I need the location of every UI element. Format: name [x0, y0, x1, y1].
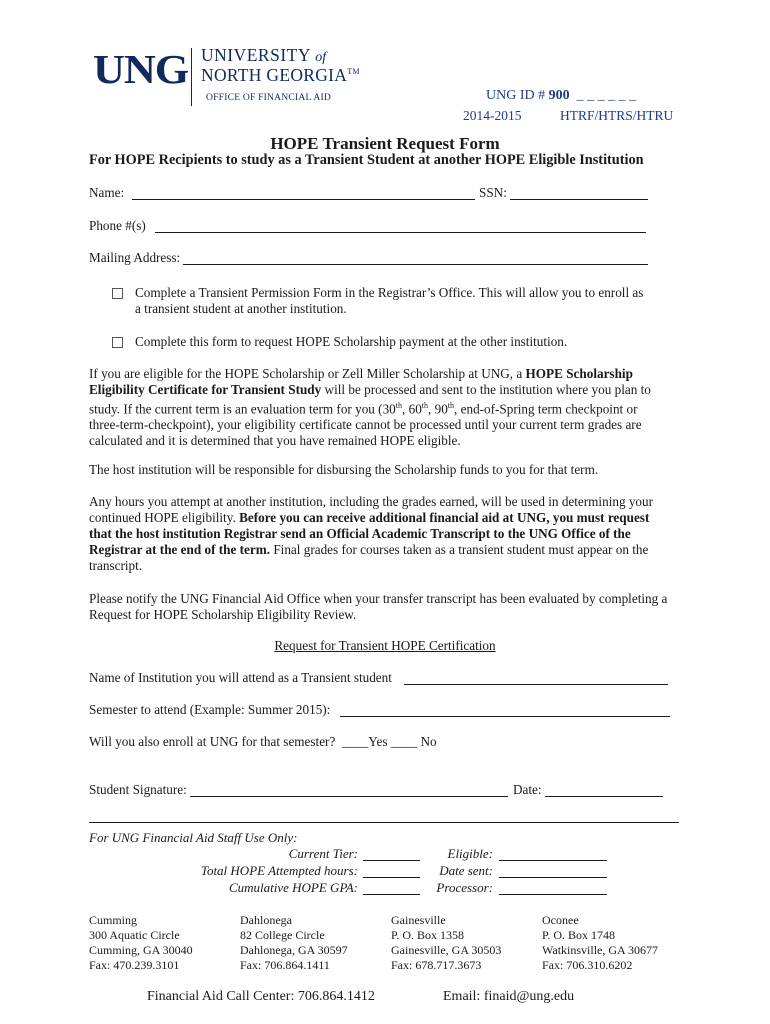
notify-paragraph: Please notify the UNG Financial Aid Office when your transfer transcript has been evaluated by completing a Request for HOPE Scholarship Eligibility Review.: [89, 591, 668, 622]
award-year: 2014-2015: [463, 108, 522, 123]
logo-north-georgia-text: NORTH GEORGIA™: [201, 65, 360, 85]
signature-field[interactable]: [190, 796, 508, 797]
ssn-label: SSN:: [479, 185, 507, 200]
ssn-field[interactable]: [510, 199, 648, 200]
institution-label: Name of Institution you will attend as a Transient student: [89, 670, 392, 685]
cumulative-gpa-label: Cumulative HOPE GPA:: [228, 880, 358, 895]
eligible-label: Eligible:: [447, 846, 493, 861]
mailing-address-label: Mailing Address:: [89, 250, 181, 265]
processor-label: Processor:: [436, 880, 493, 895]
form-subtitle: For HOPE Recipients to study as a Transient Student at another HOPE Eligible Institution: [89, 152, 644, 168]
request-heading: Request for Transient HOPE Certification: [274, 638, 496, 653]
date-field[interactable]: [545, 796, 663, 797]
transcript-paragraph: Any hours you attempt at another institution, including the grades earned, will be used in determining your continued HOPE eligibility. Before you can receive additional financial aid at UNG, you must request that the host institution Registrar send an Official Academic Transcript to the UNG Office of the Registrar at the end of the term. Final grades for courses taken as a transient student must appear on the transcript.: [89, 494, 654, 573]
phone-field[interactable]: [155, 232, 646, 233]
semester-label: Semester to attend (Example: Summer 2015):: [89, 702, 331, 717]
logo-office-text: OFFICE OF FINANCIAL AID: [206, 92, 331, 103]
email-contact: Email: finaid@ung.edu: [443, 989, 575, 1004]
ung-id-field: UNG ID # 900 _ _ _ _ _ _: [486, 88, 637, 103]
attempted-hours-label: Total HOPE Attempted hours:: [200, 863, 358, 878]
no-blank[interactable]: ____: [390, 734, 418, 749]
date-sent-label: Date sent:: [439, 863, 493, 878]
checkbox-hope-payment[interactable]: [112, 337, 123, 348]
eligibility-paragraph: If you are eligible for the HOPE Scholarship or Zell Miller Scholarship at UNG, a HOPE Scholarship Eligibility Certificate for Transient Study will be processed and sent to the institution where you plan to study. If the current term is an evaluation term for you (30th, 60th, 90th, end-of-Spring term checkpoint or three-term-checkpoint), your eligibility certificate cannot be processed until your current term grades are calculated and it is determined that you have remained HOPE eligible.: [89, 366, 651, 449]
semester-field[interactable]: [340, 716, 670, 717]
signature-label: Student Signature:: [89, 782, 187, 797]
phone-label: Phone #(s): [89, 218, 146, 233]
checkbox-permission-form[interactable]: [112, 288, 123, 299]
form-title: HOPE Transient Request Form: [270, 134, 500, 153]
processor-field[interactable]: [499, 894, 607, 895]
mailing-address-field[interactable]: [183, 264, 648, 265]
ung-logo-mark: UNG: [93, 46, 189, 92]
attempted-hours-field[interactable]: [363, 877, 420, 878]
date-label: Date:: [513, 782, 542, 797]
logo-divider: [191, 48, 192, 106]
staff-divider: [89, 822, 679, 823]
current-tier-label: Current Tier:: [288, 846, 358, 861]
institution-field[interactable]: [404, 684, 668, 685]
office-dahlonega: Dahlonega 82 College Circle Dahlonega, GA 30597 Fax: 706.864.1411: [240, 913, 348, 972]
call-center: Financial Aid Call Center: 706.864.1412: [147, 989, 375, 1004]
host-institution-paragraph: The host institution will be responsible for disbursing the Scholarship funds to you for that term.: [89, 462, 599, 477]
yes-blank[interactable]: ____: [341, 734, 369, 749]
current-tier-field[interactable]: [363, 860, 420, 861]
form-codes: HTRF/HTRS/HTRU: [560, 108, 674, 123]
office-cumming: Cumming 300 Aquatic Circle Cumming, GA 30040 Fax: 470.239.3101: [89, 913, 193, 972]
office-oconee: Oconee P. O. Box 1748 Watkinsville, GA 30677 Fax: 706.310.6202: [542, 913, 659, 972]
eligible-field[interactable]: [499, 860, 607, 861]
checklist-item-1-line-2: a transient student at another institution.: [135, 301, 347, 316]
checklist-item-1-line-1: Complete a Transient Permission Form in the Registrar’s Office. This will allow you to enroll as: [135, 285, 644, 300]
name-field[interactable]: [132, 199, 475, 200]
checklist-item-2: Complete this form to request HOPE Scholarship payment at the other institution.: [135, 334, 568, 349]
staff-heading: For UNG Financial Aid Staff Use Only:: [89, 830, 298, 845]
enroll-question: Will you also enroll at UNG for that semester? ____Yes ____ No: [89, 734, 437, 749]
office-gainesville: Gainesville P. O. Box 1358 Gainesville, GA 30503 Fax: 678.717.3673: [391, 913, 502, 972]
date-sent-field[interactable]: [499, 877, 607, 878]
logo-university-text: UNIVERSITY of: [201, 45, 327, 65]
name-label: Name:: [89, 185, 125, 200]
cumulative-gpa-field[interactable]: [363, 894, 420, 895]
